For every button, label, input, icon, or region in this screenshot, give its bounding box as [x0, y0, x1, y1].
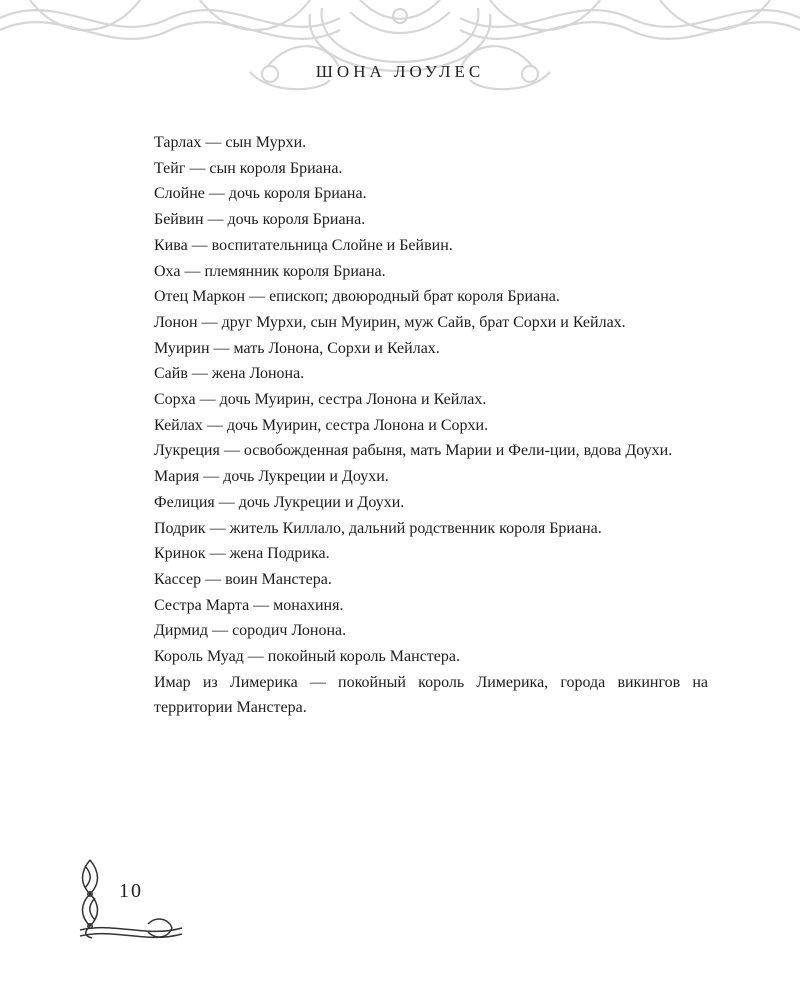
list-item: Сестра Марта — монахиня.	[154, 596, 344, 614]
list-item: Кринок — жена Подрика.	[154, 545, 330, 563]
running-head: ШОНА ЛОУЛЕС	[315, 62, 485, 81]
page-number: 10	[119, 880, 143, 902]
list-item: Сайв — жена Лонона.	[154, 365, 305, 383]
list-item: Подрик — житель Киллало, дальний родственник короля Бриана.	[154, 519, 602, 537]
list-item: Лонон — друг Мурхи, сын Муирин, муж Сайв, брат Сорхи и Кейлах.	[154, 313, 626, 331]
list-item: Оха — племянник короля Бриана.	[154, 262, 386, 280]
list-item: Король Муад — покойный король Манстера.	[154, 648, 460, 666]
list-item: Фелиция — дочь Лукреции и Доухи.	[154, 493, 405, 511]
list-item: Тарлах — сын Мурхи.	[154, 134, 307, 151]
list-item: Муирин — мать Лонона, Сорхи и Кейлах.	[154, 339, 440, 357]
list-item: Бейвин — дочь короля Бриана.	[154, 211, 366, 229]
list-item: Лукреция — освобожденная рабыня, мать Марии и Фели-ции, вдова Доухи.	[154, 442, 673, 460]
list-item: Отец Маркон — епископ; двоюродный брат короля Бриана.	[154, 288, 560, 306]
list-item: Тейг — сын короля Бриана.	[154, 159, 343, 177]
list-item: Мария — дочь Лукреции и Доухи.	[154, 468, 389, 486]
list-item: Сорха — дочь Муирин, сестра Лонона и Кейлах.	[154, 391, 487, 409]
list-item: Кейлах — дочь Муирин, сестра Лонона и Сорхи.	[154, 416, 489, 434]
list-item: Имар из Лимерика — покойный король Лимерика, города викингов на территории Манстера.	[154, 673, 708, 717]
list-item: Дирмид — сородич Лонона.	[154, 622, 347, 640]
list-item: Кассер — воин Манстера.	[154, 570, 332, 588]
celtic-knot-header-ornament	[0, 0, 800, 110]
character-list	[154, 130, 708, 721]
list-item: Кива — воспитательница Слойне и Бейвин.	[154, 236, 453, 254]
list-item: Слойне — дочь короля Бриана.	[154, 185, 367, 203]
